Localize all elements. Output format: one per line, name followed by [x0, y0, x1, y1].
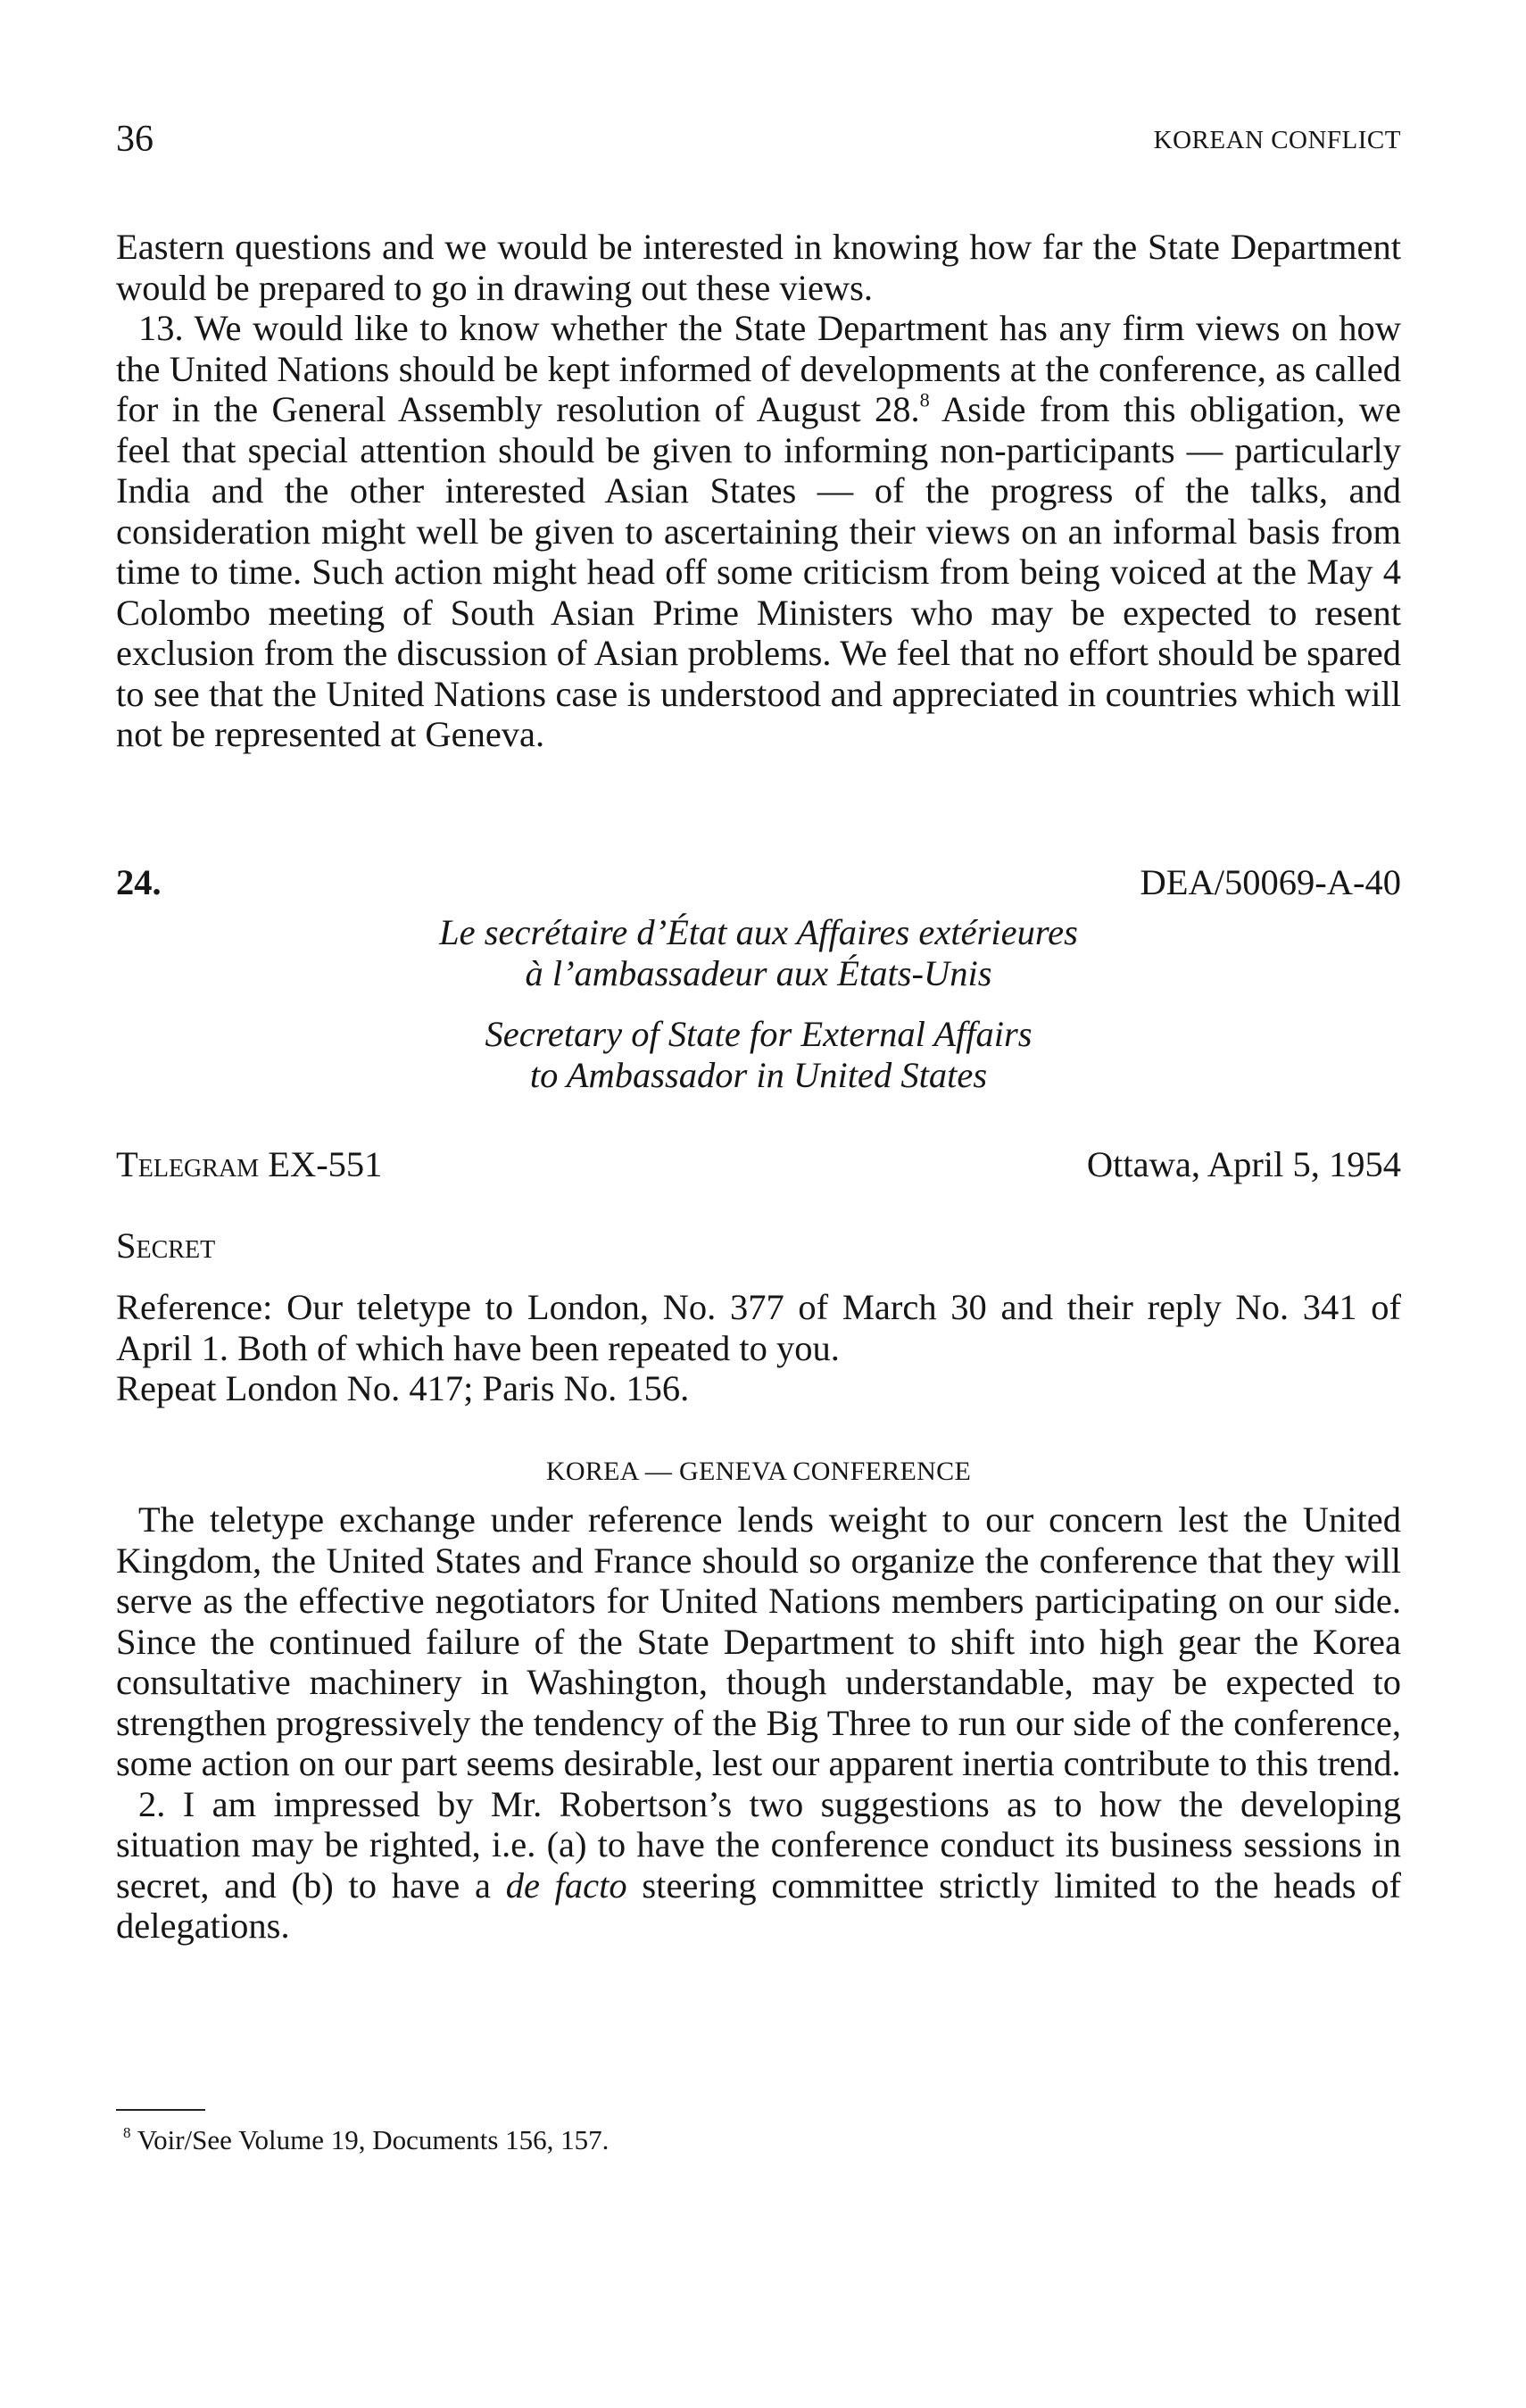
title-english-line-2: to Ambassador in United States — [529, 1054, 988, 1095]
title-block — [116, 912, 1401, 1095]
footnote-reference-8: 8 — [919, 388, 930, 411]
reference-line-2: April 1. Both of which have been repeated to you. — [116, 1327, 840, 1368]
running-title: KOREAN CONFLICT — [1153, 126, 1401, 154]
footnote-rule — [116, 2109, 205, 2111]
file-reference: DEA/50069-A-40 — [1140, 862, 1401, 902]
title-french-line-1: Le secrétaire d’État aux Affaires extérieures — [439, 912, 1078, 952]
title-english-line-1: Secretary of State for External Affairs — [485, 1014, 1033, 1054]
paragraph-2-text-a: 2. I am impressed by Mr. Robertson’s two suggestions as to how the developing situation may be righted, i.e. (a) to have the conference conduct its business sessions in secret, and (b) to have a — [116, 1783, 1401, 1906]
footnote-mark: 8 — [123, 2124, 131, 2142]
paragraph-2-italic: de facto — [505, 1864, 627, 1906]
telegram-label: Telegram — [116, 1144, 260, 1184]
document-number: 24. — [116, 862, 162, 902]
paragraph-13-text-a: 13. We would like to know whether the State Department has any firm views on how the United Nations should be kept informed of developments at the conference, as called for in the General Assembly resolution of August 28. — [116, 308, 1401, 429]
title-french-line-2: à l’ambassadeur aux États-Unis — [525, 952, 992, 993]
reference-line-1: Reference: Our teletype to London, No. 377 of March 30 and their reply No. 341 of — [116, 1287, 1401, 1327]
subject-heading: KOREA — GENEVA CONFERENCE — [545, 1457, 972, 1486]
telegram-body — [116, 1499, 1401, 1947]
footnote-text: Voir/See Volume 19, Documents 156, 157. — [137, 2124, 610, 2155]
paragraph-13-text-b: Aside from this obligation, we feel that special attention should be given to informing non-participants — particularly India and the other interested Asian States — of the progress of the talks, and consideration might well be given to ascertaining their views on an informal basis from time to time. Such action might head off some criticism from being voiced at the May 4 Colombo meeting of South Asian Prime Ministers who may be expected to resent exclusion from the discussion of Asian problems. We feel that no effort should be spared to see that the United Nations case is understood and appreciated in countries which will not be represented at Geneva. — [116, 389, 1401, 754]
continuation-text — [116, 227, 1401, 755]
page-number: 36 — [116, 119, 153, 160]
paragraph-13 — [116, 308, 1401, 755]
paragraph-1: The teletype exchange under reference lends weight to our concern lest the United Kingdom, the United States and France should so organize the conference that they will serve as the effective negotiators for United Nations members participating on our side. Since the continued failure of the State Department to shift into high gear the Korea consultative machinery in Washington, though understandable, may be expected to strengthen progressively the tendency of the Big Three to run our side of the conference, some action on our part seems desirable, lest our apparent inertia contribute to this trend. — [116, 1499, 1401, 1783]
telegram-number: EX-551 — [268, 1144, 383, 1184]
repeat-line: Repeat London No. 417; Paris No. 156. — [116, 1368, 690, 1408]
classification: Secret — [116, 1225, 216, 1266]
footnote — [123, 2124, 609, 2156]
place-and-date: Ottawa, April 5, 1954 — [1086, 1144, 1401, 1184]
telegram-line — [116, 1144, 382, 1185]
paragraph-continued: Eastern questions and we would be interested in knowing how far the State Department would be prepared to go in drawing out these views. — [116, 227, 1401, 308]
paragraph-2-text-b: steering committee strictly limited to the heads of delegations. — [116, 1864, 1401, 1946]
paragraph-2 — [116, 1784, 1401, 1947]
reference-block — [116, 1287, 1401, 1409]
